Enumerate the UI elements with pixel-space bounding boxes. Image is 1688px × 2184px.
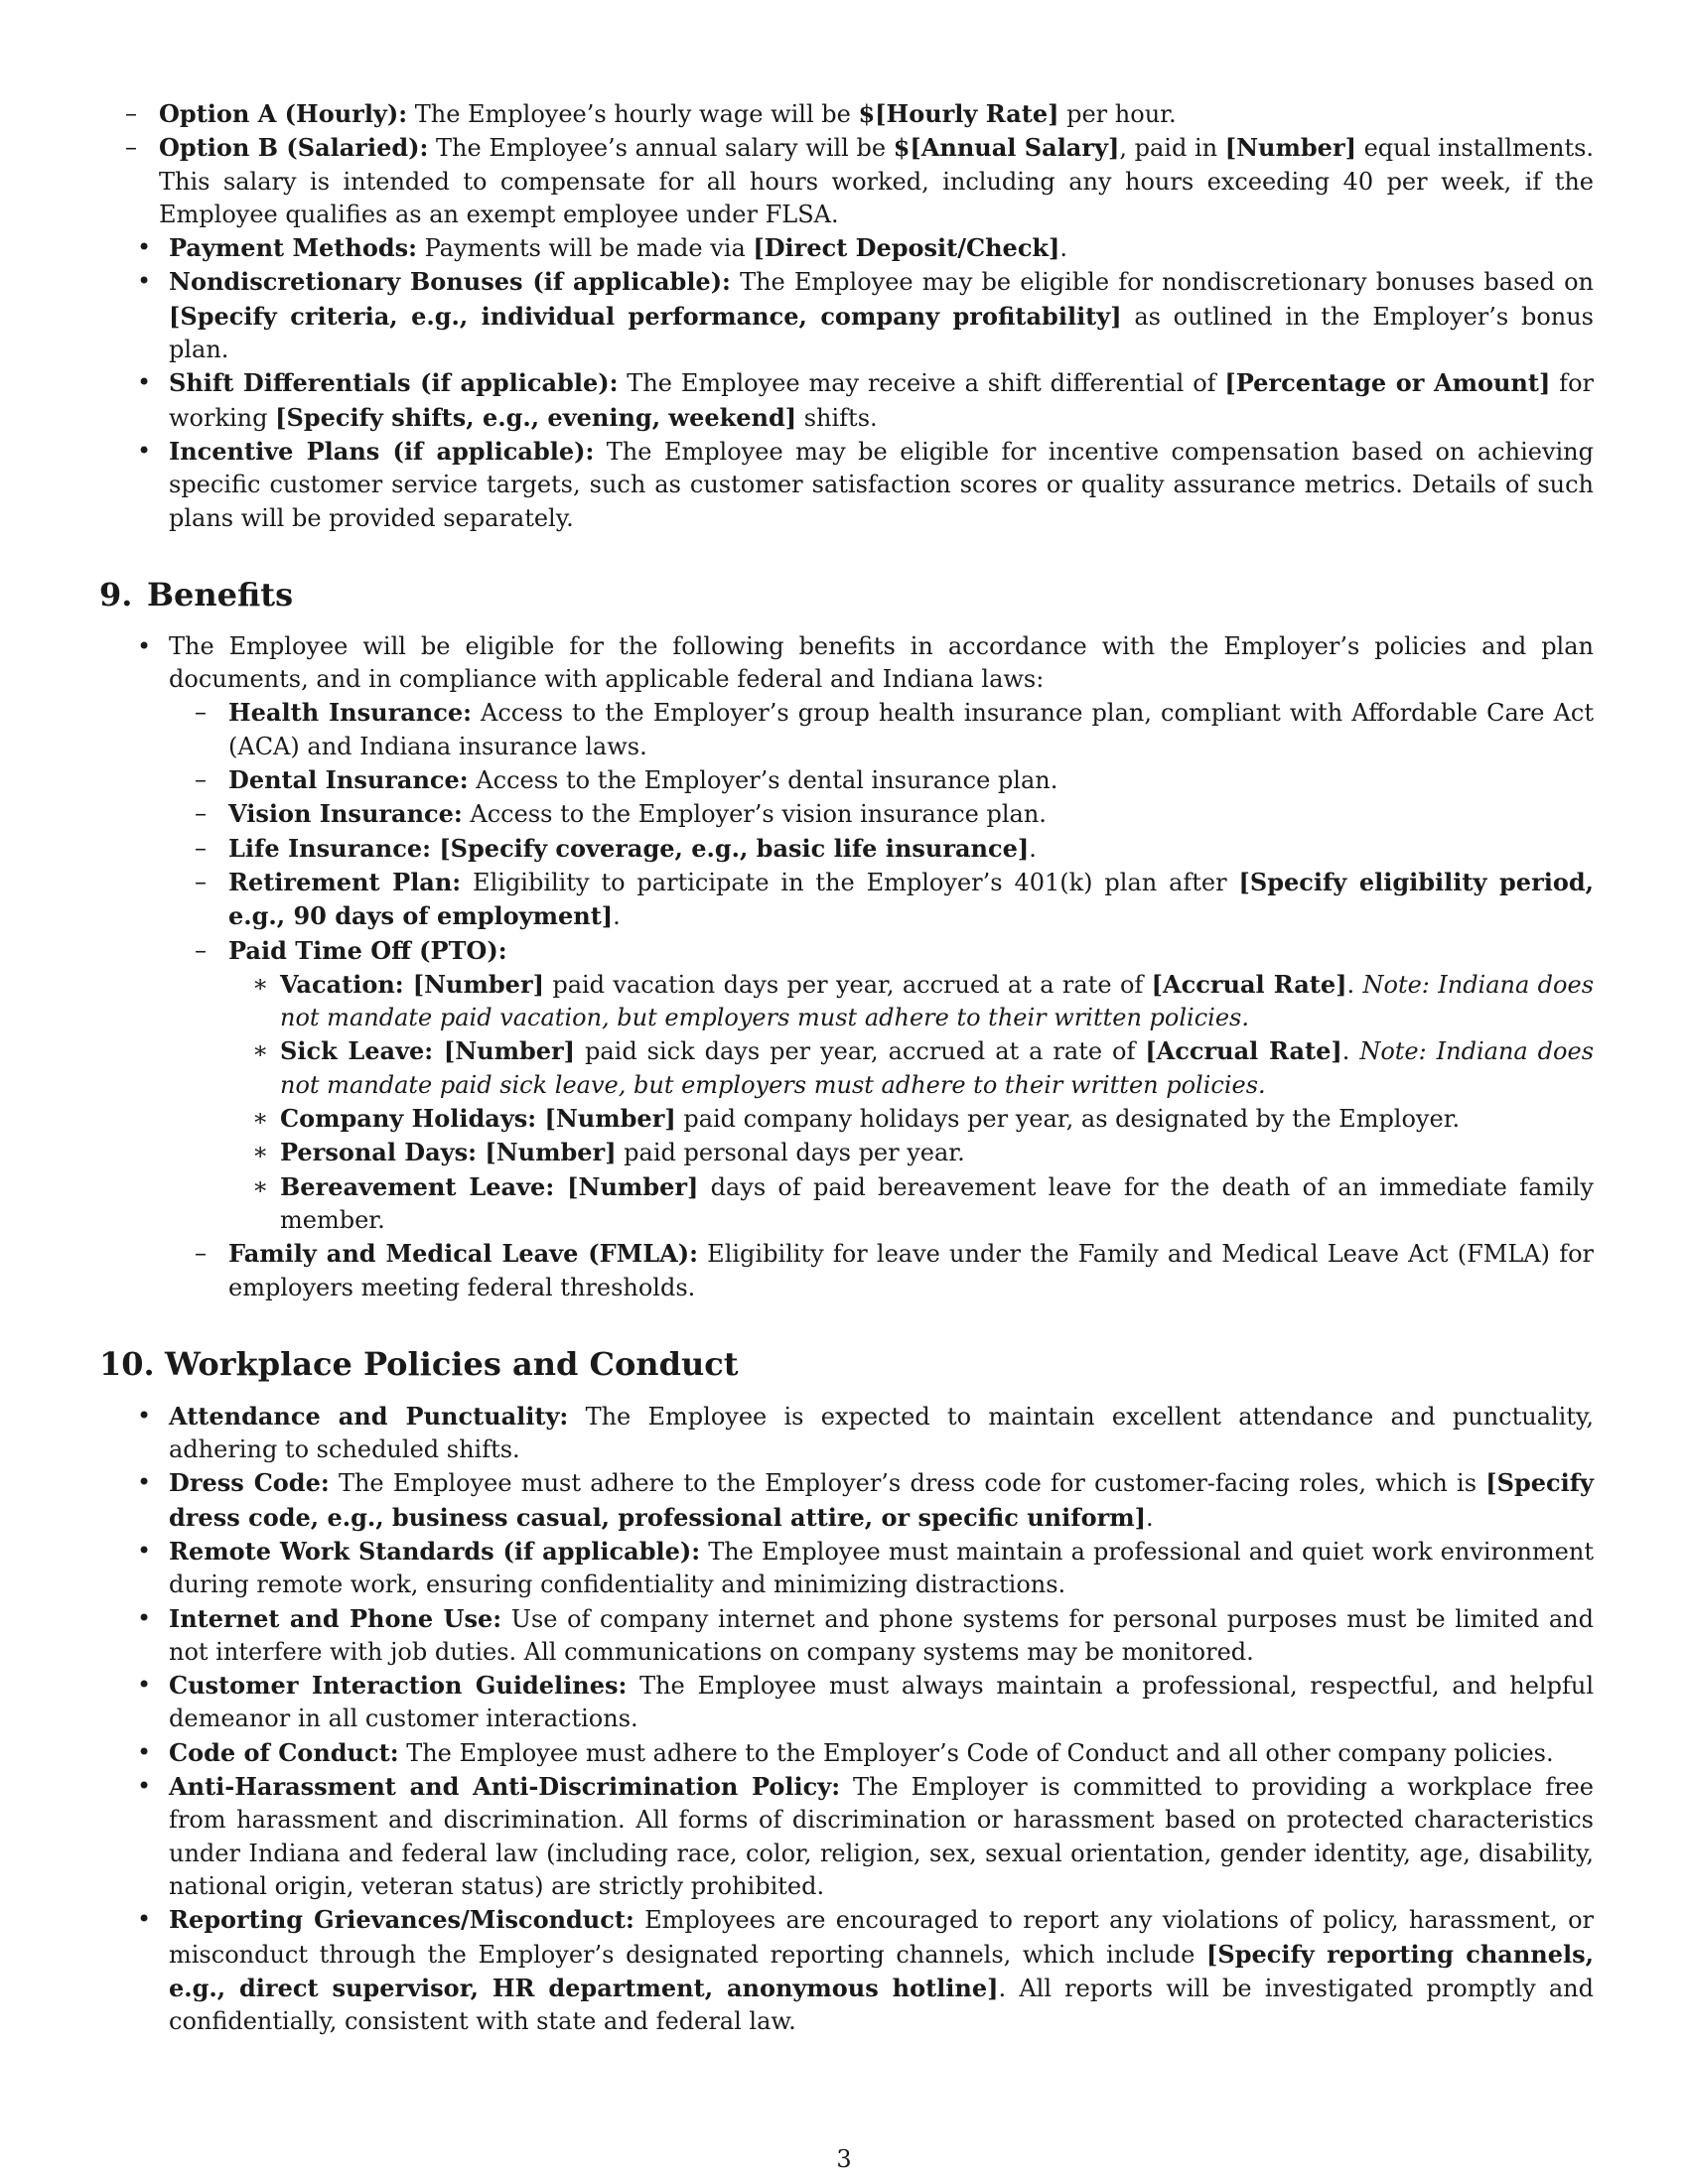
item-text: paid personal days per year. xyxy=(616,1139,965,1167)
page-number: 3 xyxy=(836,2145,852,2173)
item-placeholder: [Number] xyxy=(403,969,544,999)
item-placeholder: [Percentage or Amount] xyxy=(1224,368,1551,398)
item-placeholder: [Specify eligibility period, e.g., 90 days of employment] xyxy=(228,867,1594,931)
item-label: Anti-Harassment and Anti-Discrimination Policy: xyxy=(169,1772,841,1802)
retirement-plan-item xyxy=(169,866,1594,934)
item-text: The Employee must adhere to the Employer’s Code of Conduct and all other company policies. xyxy=(398,1738,1554,1767)
item-placeholder: [Specify shifts, e.g., evening, weekend] xyxy=(275,402,797,432)
item-label: Dental Insurance: xyxy=(228,765,469,795)
item-placeholder: [Accrual Rate] xyxy=(1145,1036,1342,1066)
item-mid: for working xyxy=(169,369,1594,432)
item-placeholder: [Accrual Rate] xyxy=(1151,969,1347,999)
item-label: Paid Time Off (PTO): xyxy=(228,935,507,965)
item-label: Bereavement Leave: xyxy=(280,1171,555,1201)
item-tail: . xyxy=(1346,970,1363,999)
item-label: Reporting Grievances/Misconduct: xyxy=(169,1905,634,1935)
pto-item xyxy=(169,934,1594,1238)
item-placeholder: [Specify coverage, e.g., basic life insurance] xyxy=(430,833,1030,863)
benefits-intro: The Employee will be eligible for the following benefits in accordance with the Employer’s policies and plan documents, and in compliance with applicable federal and Indiana laws: xyxy=(169,631,1594,694)
pto-sublist xyxy=(228,968,1594,1237)
list-item xyxy=(99,1466,1594,1535)
item-label: Vision Insurance: xyxy=(228,799,463,829)
item-text: Access to the Employer’s vision insurance plan. xyxy=(462,800,1047,829)
list-item xyxy=(99,231,1594,265)
item-text: The Employee must always maintain a professional, respectful, and helpful demeanor in all customer interactions. xyxy=(169,1672,1594,1733)
item-text: Eligibility for leave under the Family and Medical Leave Act (FMLA) for employers meeting federal thresholds. xyxy=(228,1240,1594,1301)
workplace-policies-list xyxy=(99,1400,1594,2039)
item-note: Note: Indiana does not mandate paid sick leave, but employers must adhere to their written policies. xyxy=(280,1037,1595,1099)
item-tail: as outlined in the Employer’s bonus plan. xyxy=(169,302,1595,364)
list-item xyxy=(99,1770,1594,1903)
health-insurance-item xyxy=(169,696,1594,763)
list-item xyxy=(99,1535,1594,1602)
life-insurance-item xyxy=(169,832,1594,866)
sick-leave-item xyxy=(228,1034,1594,1102)
item-label: Remote Work Standards (if applicable): xyxy=(169,1536,701,1566)
item-label: Vacation: xyxy=(280,969,404,999)
item-text: Employees are encouraged to report any violations of policy, harassment, or misconduct through the Employer’s designated reporting channels, which include xyxy=(169,1906,1594,1969)
item-label: Code of Conduct: xyxy=(169,1737,399,1767)
item-tail: . xyxy=(613,902,621,931)
item-tail: . xyxy=(1059,234,1068,263)
installments-number-placeholder: [Number] xyxy=(1224,133,1356,163)
item-text: The Employee is expected to maintain excellent attendance and punctuality, adhering to scheduled shifts. xyxy=(169,1402,1595,1464)
hourly-rate-placeholder: $[Hourly Rate] xyxy=(858,99,1059,128)
list-item xyxy=(99,1903,1594,2038)
item-tail: . xyxy=(1145,1503,1154,1532)
list-item xyxy=(99,1400,1594,1467)
page-content xyxy=(99,97,1594,2038)
item-label: Life Insurance: xyxy=(228,833,431,863)
list-item xyxy=(99,1602,1594,1670)
item-tail: . xyxy=(1029,834,1037,863)
item-placeholder: [Number] xyxy=(433,1036,576,1066)
vacation-item xyxy=(228,968,1594,1035)
compensation-list xyxy=(99,231,1594,535)
list-item xyxy=(99,1736,1594,1770)
item-text: Access to the Employer’s group health insurance plan, compliant with Affordable Care Act (ACA) and Indiana insurance laws. xyxy=(228,699,1594,760)
list-item xyxy=(99,366,1594,435)
item-label: Nondiscretionary Bonuses (if applicable): xyxy=(169,267,731,297)
item-label: Customer Interaction Guidelines: xyxy=(169,1671,628,1701)
list-item xyxy=(99,1669,1594,1736)
item-text: The Employee must maintain a professional and quiet work environment during remote work, ensuring confidentiality and minimizing distractions. xyxy=(169,1537,1594,1599)
option-b-text: The Employee’s annual salary will be xyxy=(428,134,894,163)
personal-days-item xyxy=(228,1136,1594,1169)
item-label: Sick Leave: xyxy=(280,1036,434,1066)
fmla-item xyxy=(169,1237,1594,1304)
section-title: Workplace Policies and Conduct xyxy=(165,1344,739,1383)
item-label: Internet and Phone Use: xyxy=(169,1603,502,1633)
item-label: Shift Differentials (if applicable): xyxy=(169,368,619,398)
benefits-list xyxy=(99,630,1594,1304)
item-label: Incentive Plans (if applicable): xyxy=(169,436,595,466)
option-a-label: Option A (Hourly): xyxy=(159,99,408,128)
item-text: paid sick days per year, accrued at a rate of xyxy=(575,1037,1146,1066)
item-placeholder: [Number] xyxy=(477,1138,617,1167)
vision-insurance-item xyxy=(169,797,1594,831)
item-placeholder: [Specify dress code, e.g., business casual, professional attire, or specific uniform] xyxy=(169,1468,1595,1532)
item-placeholder: [Number] xyxy=(554,1171,699,1201)
item-text: paid company holidays per year, as designated by the Employer. xyxy=(675,1105,1461,1134)
item-label: Personal Days: xyxy=(280,1138,477,1167)
item-label: Payment Methods: xyxy=(169,233,417,263)
item-label: Retirement Plan: xyxy=(228,867,462,896)
item-text: The Employee must adhere to the Employer’s dress code for customer-facing roles, which is xyxy=(329,1469,1486,1498)
item-label: Family and Medical Leave (FMLA): xyxy=(228,1239,698,1269)
option-b-mid: , paid in xyxy=(1119,134,1225,163)
benefits-sublist xyxy=(169,696,1594,1303)
item-tail: . All reports will be investigated promptly and confidentially, consistent with state and federal law. xyxy=(169,1974,1594,2036)
item-text: days of paid bereavement leave for the death of an immediate family member. xyxy=(280,1172,1594,1234)
item-placeholder: [Specify criteria, e.g., individual performance, company profitability] xyxy=(169,301,1122,331)
section-number: 10. xyxy=(99,1344,155,1383)
item-label: Health Insurance: xyxy=(228,698,472,728)
item-label: Dress Code: xyxy=(169,1468,330,1498)
item-text: Payments will be made via xyxy=(416,234,754,263)
pay-options-list xyxy=(99,97,1594,231)
item-text: Eligibility to participate in the Employer’s 401(k) plan after xyxy=(461,868,1239,896)
section-9-heading xyxy=(99,575,1594,614)
section-title: Benefits xyxy=(147,575,294,614)
item-tail: shifts. xyxy=(796,403,878,432)
item-label: Attendance and Punctuality: xyxy=(169,1401,569,1431)
item-label: Company Holidays: xyxy=(280,1104,537,1134)
option-a-item xyxy=(99,97,1594,131)
section-number: 9. xyxy=(99,575,133,614)
item-text: The Employee may be eligible for incentive compensation based on achieving specific customer service targets, such as customer satisfaction scores or quality assurance metrics. Details of such plans will be provided separately. xyxy=(169,437,1595,532)
item-text: Use of company internet and phone systems for personal purposes must be limited and not interfere with job duties. All communications on company systems may be monitored. xyxy=(169,1604,1595,1666)
company-holidays-item xyxy=(228,1102,1594,1136)
item-tail: . xyxy=(1341,1037,1360,1066)
item-text: The Employer is committed to providing a workplace free from harassment and discrimination. All forms of discrimination or harassment based on protected characteristics under Indiana and federal law (including race, color, religion, sex, sexual orientation, gender identity, age, disability, national origin, veteran status) are strictly prohibited. xyxy=(169,1773,1594,1900)
item-text: paid vacation days per year, accrued at a rate of xyxy=(543,970,1152,999)
dental-insurance-item xyxy=(169,763,1594,797)
item-text: The Employee may receive a shift differential of xyxy=(618,369,1225,398)
bereavement-leave-item xyxy=(228,1170,1594,1238)
list-item xyxy=(99,435,1594,535)
item-placeholder: [Number] xyxy=(536,1104,676,1134)
item-placeholder: [Specify reporting channels, e.g., direct supervisor, HR department, anonymous hotline] xyxy=(169,1939,1594,2002)
item-text: The Employee may be eligible for nondiscretionary bonuses based on xyxy=(730,268,1594,297)
annual-salary-placeholder: $[Annual Salary] xyxy=(893,133,1120,163)
item-note: Note: Indiana does not mandate paid vacation, but employers must adhere to their written policies. xyxy=(280,970,1595,1032)
list-item xyxy=(99,265,1594,366)
option-a-text: The Employee’s hourly wage will be xyxy=(407,100,859,128)
item-text: Access to the Employer’s dental insurance plan. xyxy=(468,766,1058,795)
option-b-item xyxy=(99,131,1594,231)
option-b-tail: equal installments. This salary is intended to compensate for all hours worked, including any hours exceeding 40 per week, if the Employee qualifies as an exempt employee under FLSA. xyxy=(159,134,1595,228)
option-a-tail: per hour. xyxy=(1058,100,1177,128)
section-10-heading xyxy=(99,1344,1594,1384)
item-placeholder: [Direct Deposit/Check] xyxy=(753,233,1060,263)
list-item xyxy=(99,630,1594,1304)
option-b-label: Option B (Salaried): xyxy=(159,133,429,163)
